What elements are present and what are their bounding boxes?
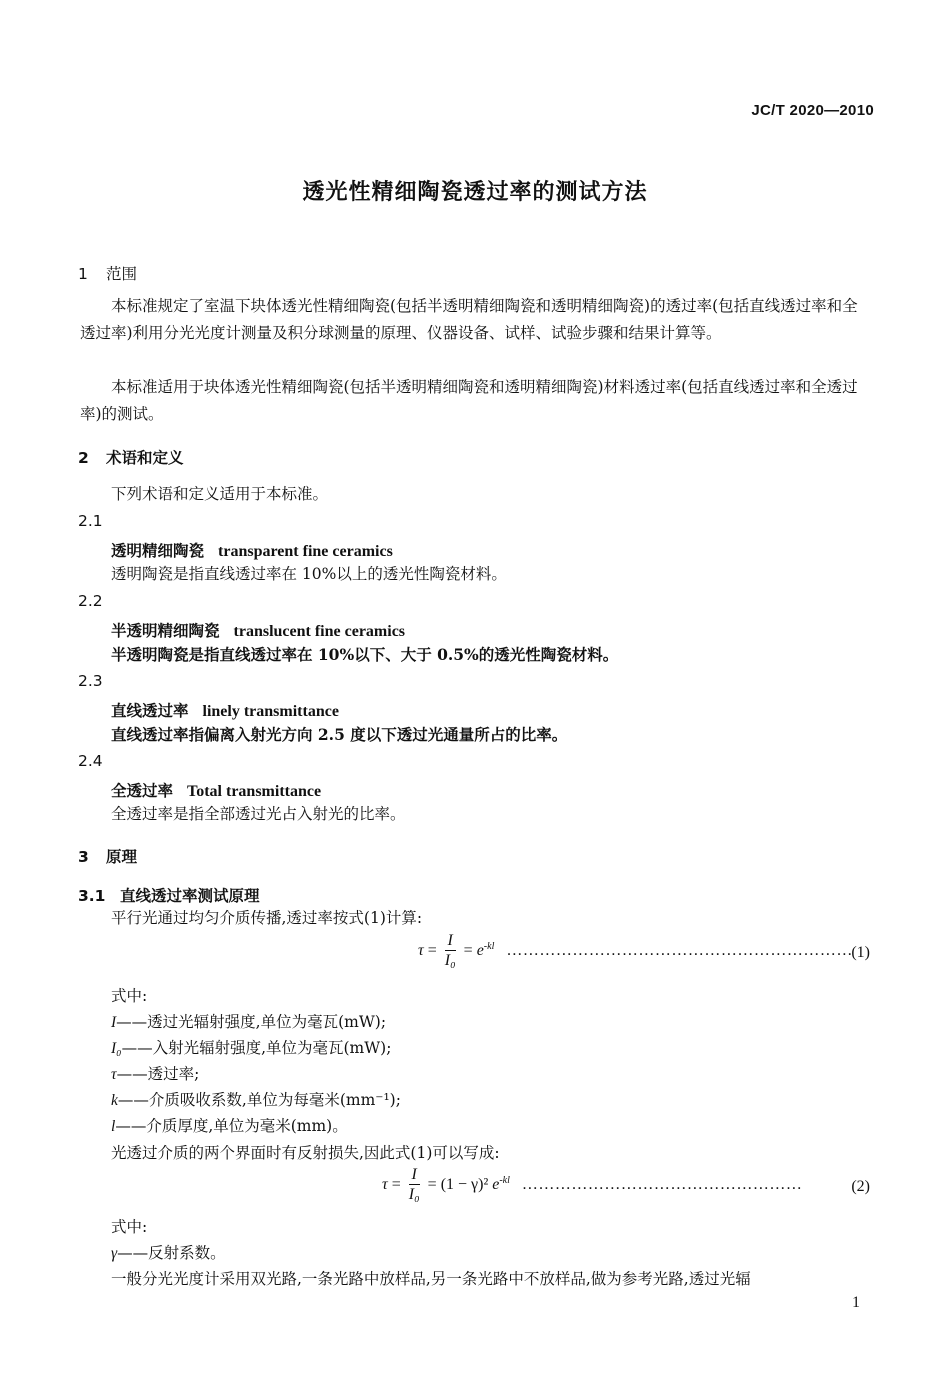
term-definition: 全透过率是指全部透过光占入射光的比率。	[111, 805, 406, 823]
eq-base: e	[492, 1176, 500, 1194]
term-zh: 全透过率	[111, 781, 174, 800]
variable-symbol: I₀	[111, 1040, 122, 1057]
term-number: 2.4	[78, 752, 103, 770]
variable-definition	[111, 1087, 401, 1114]
where-label: 式中:	[111, 1218, 148, 1236]
section-title: 术语和定义	[106, 449, 184, 467]
term-heading	[111, 699, 339, 721]
eq-numerator: I	[409, 1166, 420, 1185]
term-definition: 透明陶瓷是指直线透过率在 10%以上的透光性陶瓷材料。	[111, 565, 507, 583]
term-heading	[111, 779, 321, 801]
term-zh: 直线透过率	[111, 701, 189, 720]
variable-description: ——介质吸收系数,单位为每毫米(mm⁻¹);	[117, 1091, 401, 1109]
variable-symbol: k	[111, 1092, 118, 1109]
term-definition: 半透明陶瓷是指直线透过率在 10%以下、大于 0.5%的透光性陶瓷材料。	[111, 645, 619, 664]
section-number: 3	[78, 848, 89, 866]
term-en: transparent fine ceramics	[218, 543, 393, 560]
equation-2: τ = $\frac{I}{\text{I₀}}$ = (1 − γ)² $e^{-kl}$ ……………………………………………	[382, 1166, 803, 1203]
terms-intro: 下列术语和定义适用于本标准。	[111, 485, 329, 503]
principle-intro: 平行光通过均匀介质传播,透过率按式(1)计算:	[111, 909, 423, 927]
equation-1-tag: (1)	[851, 944, 870, 961]
subsection-title: 直线透过率测试原理	[120, 887, 260, 905]
standard-number: JC/T 2020—2010	[751, 102, 874, 119]
eq-denominator: I₀	[408, 1186, 420, 1203]
scope-paragraph-2: 本标准适用于块体透光性精细陶瓷(包括半透明精细陶瓷和透明精细陶瓷)材料透过率(包括直线透过率和全透过率)的测试。	[80, 378, 858, 423]
subsection-3-1-heading	[78, 884, 260, 906]
document-title: 透光性精细陶瓷透过率的测试方法	[302, 180, 648, 205]
variable-definition	[111, 1009, 386, 1036]
where-label: 式中:	[111, 987, 148, 1005]
eq-numerator: I	[445, 932, 456, 951]
variable-definition	[111, 1113, 348, 1140]
variable-symbol: l	[111, 1118, 116, 1135]
term-number: 2.2	[78, 592, 103, 610]
equation-2-tag: (2)	[851, 1178, 870, 1195]
spectrophotometer-paragraph: 一般分光光度计采用双光路,一条光路中放样品,另一条光路中不放样品,做为参考光路,透过光辐	[111, 1270, 751, 1288]
term-en: translucent fine ceramics	[233, 623, 406, 640]
term-number: 2.1	[78, 512, 103, 530]
variable-description: ——透过率;	[116, 1065, 200, 1083]
eq-lhs: τ	[382, 1176, 388, 1194]
variable-description: ——透过光辐射强度,单位为毫瓦(mW);	[116, 1013, 387, 1031]
eq-leader-dots: ………………………………………………………	[506, 942, 853, 960]
eq-denominator: I₀	[444, 952, 456, 969]
eq-fraction	[445, 932, 456, 971]
term-number: 2.3	[78, 672, 103, 690]
variable-definition	[111, 1061, 199, 1088]
section-number: 2	[78, 449, 89, 467]
variable-symbol: γ	[111, 1245, 118, 1262]
variable-symbol: τ	[111, 1066, 117, 1083]
variable-description: ——入射光辐射强度,单位为毫瓦(mW);	[121, 1039, 392, 1057]
subsection-number: 3.1	[78, 887, 106, 905]
variable-description: ——介质厚度,单位为毫米(mm)。	[115, 1117, 348, 1135]
eq-lhs: τ	[418, 942, 424, 960]
variable-definition	[111, 1035, 391, 1062]
term-en: Total transmittance	[187, 783, 322, 800]
section-number: 1	[78, 265, 88, 283]
section-title: 原理	[106, 848, 138, 866]
equation-1: τ = $\frac{I}{\text{I₀}}$ = $e^{-kl}$ ………………………………………………………	[418, 932, 853, 969]
term-heading	[111, 619, 405, 641]
term-zh: 半透明精细陶瓷	[111, 621, 220, 640]
section-1-heading	[78, 262, 137, 284]
section-title: 范围	[106, 265, 138, 283]
page-number: 1	[852, 1294, 860, 1311]
reflection-paragraph: 光透过介质的两个界面时有反射损失,因此式(1)可以写成:	[111, 1144, 500, 1162]
term-definition: 直线透过率指偏离入射光方向 2.5 度以下透过光通量所占的比率。	[111, 725, 568, 744]
variable-symbol: I	[111, 1014, 117, 1031]
section-3-heading	[78, 845, 137, 867]
scope-paragraph-1: 本标准规定了室温下块体透光性精细陶瓷(包括半透明精细陶瓷和透明精细陶瓷)的透过率(包括直线透过率和全透过率)利用分光光度计测量及积分球测量的原理、仪器设备、试样、试验步骤和结果计算等。	[80, 297, 858, 342]
variable-description: ——反射系数。	[117, 1244, 226, 1262]
eq-leader-dots: ……………………………………………	[521, 1176, 803, 1194]
term-heading	[111, 539, 393, 561]
eq-exponent: -kl	[499, 1174, 510, 1186]
term-zh: 透明精细陶瓷	[111, 541, 205, 560]
variable-definition	[111, 1240, 226, 1267]
eq-base: e	[476, 942, 484, 960]
eq-reflection-term: (1 − γ)²	[440, 1176, 489, 1194]
term-en: linely transmittance	[202, 703, 339, 720]
eq-exponent: -kl	[483, 940, 495, 952]
section-2-heading	[78, 446, 184, 468]
eq-fraction	[409, 1166, 420, 1205]
